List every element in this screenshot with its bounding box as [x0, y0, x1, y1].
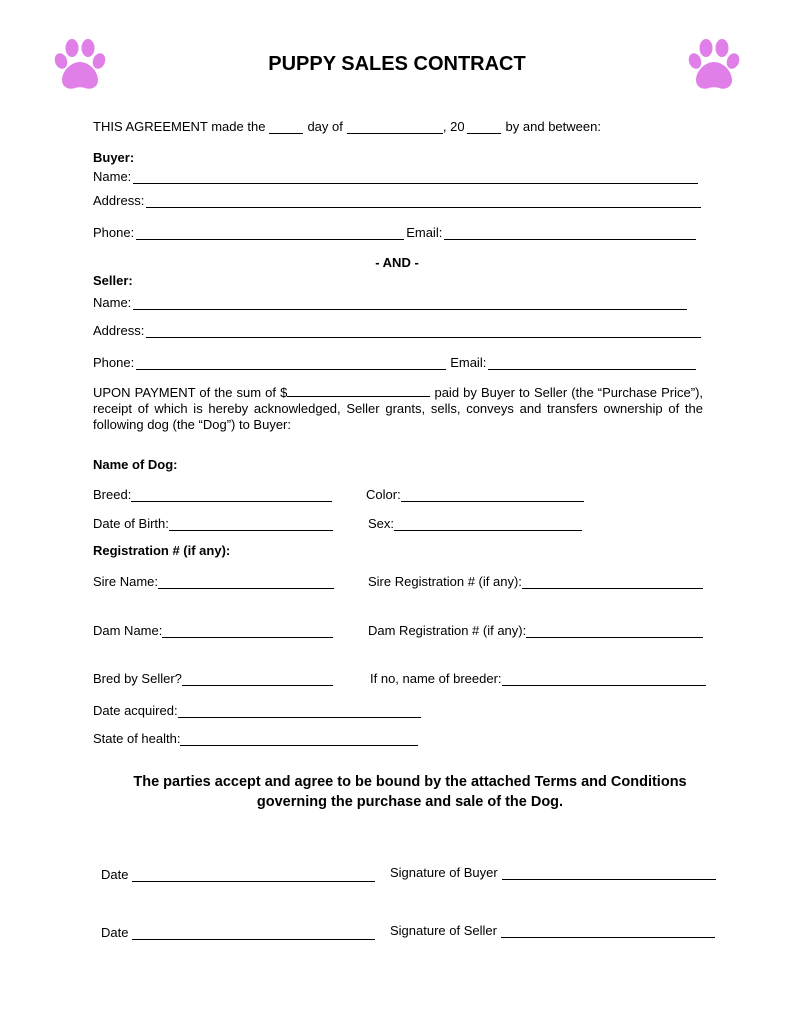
buyer-address-label: Address:	[93, 193, 145, 208]
seller-name-field[interactable]	[133, 295, 687, 310]
color-field[interactable]	[401, 487, 584, 502]
buyer-date-label: Date	[101, 867, 129, 882]
dam-name-field[interactable]	[162, 623, 333, 638]
buyer-phone-email-row	[93, 222, 696, 240]
seller-signature-row	[390, 920, 715, 938]
payment-text-2: paid by Buyer to Seller (the “Purchase Price”), receipt of which is hereby acknowledged, Seller grants, sells, conveys and transfers ownership of the following dog (the “Dog”) to Buyer:	[93, 385, 704, 432]
seller-address-row	[93, 320, 701, 338]
buyer-name-field[interactable]	[133, 169, 698, 184]
sire-name-label: Sire Name:	[93, 574, 159, 589]
buyer-date-field[interactable]	[132, 867, 375, 882]
state-of-health-field[interactable]	[180, 731, 418, 746]
bred-by-seller-row	[93, 668, 333, 686]
seller-signature-label: Signature of Seller	[390, 923, 497, 938]
intro-text-3: , 20	[442, 119, 465, 134]
buyer-date-row	[101, 864, 375, 882]
seller-date-label: Date	[101, 925, 129, 940]
breed-field[interactable]	[131, 487, 332, 502]
payment-text-1: UPON PAYMENT of the sum of $	[93, 385, 288, 400]
seller-email-label: Email:	[450, 355, 487, 370]
seller-name-row	[93, 292, 687, 310]
buyer-phone-field[interactable]	[136, 225, 404, 240]
breeder-name-row	[370, 668, 706, 686]
seller-phone-label: Phone:	[93, 355, 135, 370]
dam-registration-label: Dam Registration # (if any):	[368, 623, 527, 638]
sire-registration-field[interactable]	[522, 574, 703, 589]
sex-row	[368, 513, 582, 531]
sire-registration-label: Sire Registration # (if any):	[368, 574, 522, 589]
buyer-phone-label: Phone:	[93, 225, 135, 240]
dam-name-row	[93, 620, 333, 638]
sire-name-field[interactable]	[158, 574, 334, 589]
seller-name-label: Name:	[93, 295, 132, 310]
breeder-name-label: If no, name of breeder:	[370, 671, 502, 686]
buyer-email-field[interactable]	[444, 225, 696, 240]
seller-signature-field[interactable]	[501, 923, 715, 938]
terms-notice: The parties accept and agree to be bound by the attached Terms and Conditions governing the purchase and sale of the Dog.	[133, 774, 687, 810]
payment-paragraph	[93, 384, 703, 433]
agreement-year-field[interactable]	[467, 119, 501, 134]
dob-label: Date of Birth:	[93, 516, 169, 531]
buyer-signature-label: Signature of Buyer	[390, 865, 498, 880]
state-of-health-label: State of health:	[93, 731, 181, 746]
document-title: PUPPY SALES CONTRACT	[268, 53, 526, 75]
intro-text-4: by and between:	[505, 119, 601, 134]
dam-name-label: Dam Name:	[93, 623, 163, 638]
breed-row	[93, 484, 332, 502]
agreement-day-field[interactable]	[269, 119, 303, 134]
sire-name-row	[93, 571, 334, 589]
state-of-health-row	[93, 728, 418, 746]
agreement-month-field[interactable]	[347, 119, 443, 134]
buyer-signature-field[interactable]	[502, 865, 716, 880]
bred-by-seller-field[interactable]	[182, 671, 333, 686]
seller-phone-email-row	[93, 352, 696, 370]
agreement-intro	[93, 116, 601, 134]
and-separator: - AND -	[375, 255, 419, 270]
bred-by-seller-label: Bred by Seller?	[93, 671, 182, 686]
buyer-signature-row	[390, 862, 716, 880]
date-acquired-row	[93, 700, 421, 718]
registration-heading: Registration # (if any):	[93, 543, 231, 558]
buyer-email-label: Email:	[406, 225, 443, 240]
buyer-name-row	[93, 166, 698, 184]
dog-name-heading: Name of Dog:	[93, 457, 178, 472]
seller-address-label: Address:	[93, 323, 145, 338]
seller-email-field[interactable]	[488, 355, 696, 370]
seller-heading: Seller:	[93, 273, 133, 288]
seller-phone-field[interactable]	[136, 355, 446, 370]
intro-text-1: THIS AGREEMENT made the	[93, 119, 266, 134]
buyer-address-row	[93, 190, 701, 208]
buyer-name-label: Name:	[93, 169, 132, 184]
seller-date-field[interactable]	[132, 925, 375, 940]
buyer-address-field[interactable]	[146, 193, 701, 208]
dob-field[interactable]	[169, 516, 333, 531]
buyer-heading: Buyer:	[93, 150, 135, 165]
breed-label: Breed:	[93, 487, 132, 502]
color-row	[366, 484, 584, 502]
seller-address-field[interactable]	[146, 323, 701, 338]
dam-registration-row	[368, 620, 703, 638]
dob-row	[93, 513, 333, 531]
purchase-price-field[interactable]	[287, 384, 430, 397]
date-acquired-field[interactable]	[178, 703, 421, 718]
date-acquired-label: Date acquired:	[93, 703, 178, 718]
dam-registration-field[interactable]	[526, 623, 703, 638]
intro-text-2: day of	[307, 119, 343, 134]
breeder-name-field[interactable]	[502, 671, 706, 686]
color-label: Color:	[366, 487, 401, 502]
sire-registration-row	[368, 571, 703, 589]
sex-label: Sex:	[368, 516, 395, 531]
sex-field[interactable]	[394, 516, 582, 531]
seller-date-row	[101, 922, 375, 940]
